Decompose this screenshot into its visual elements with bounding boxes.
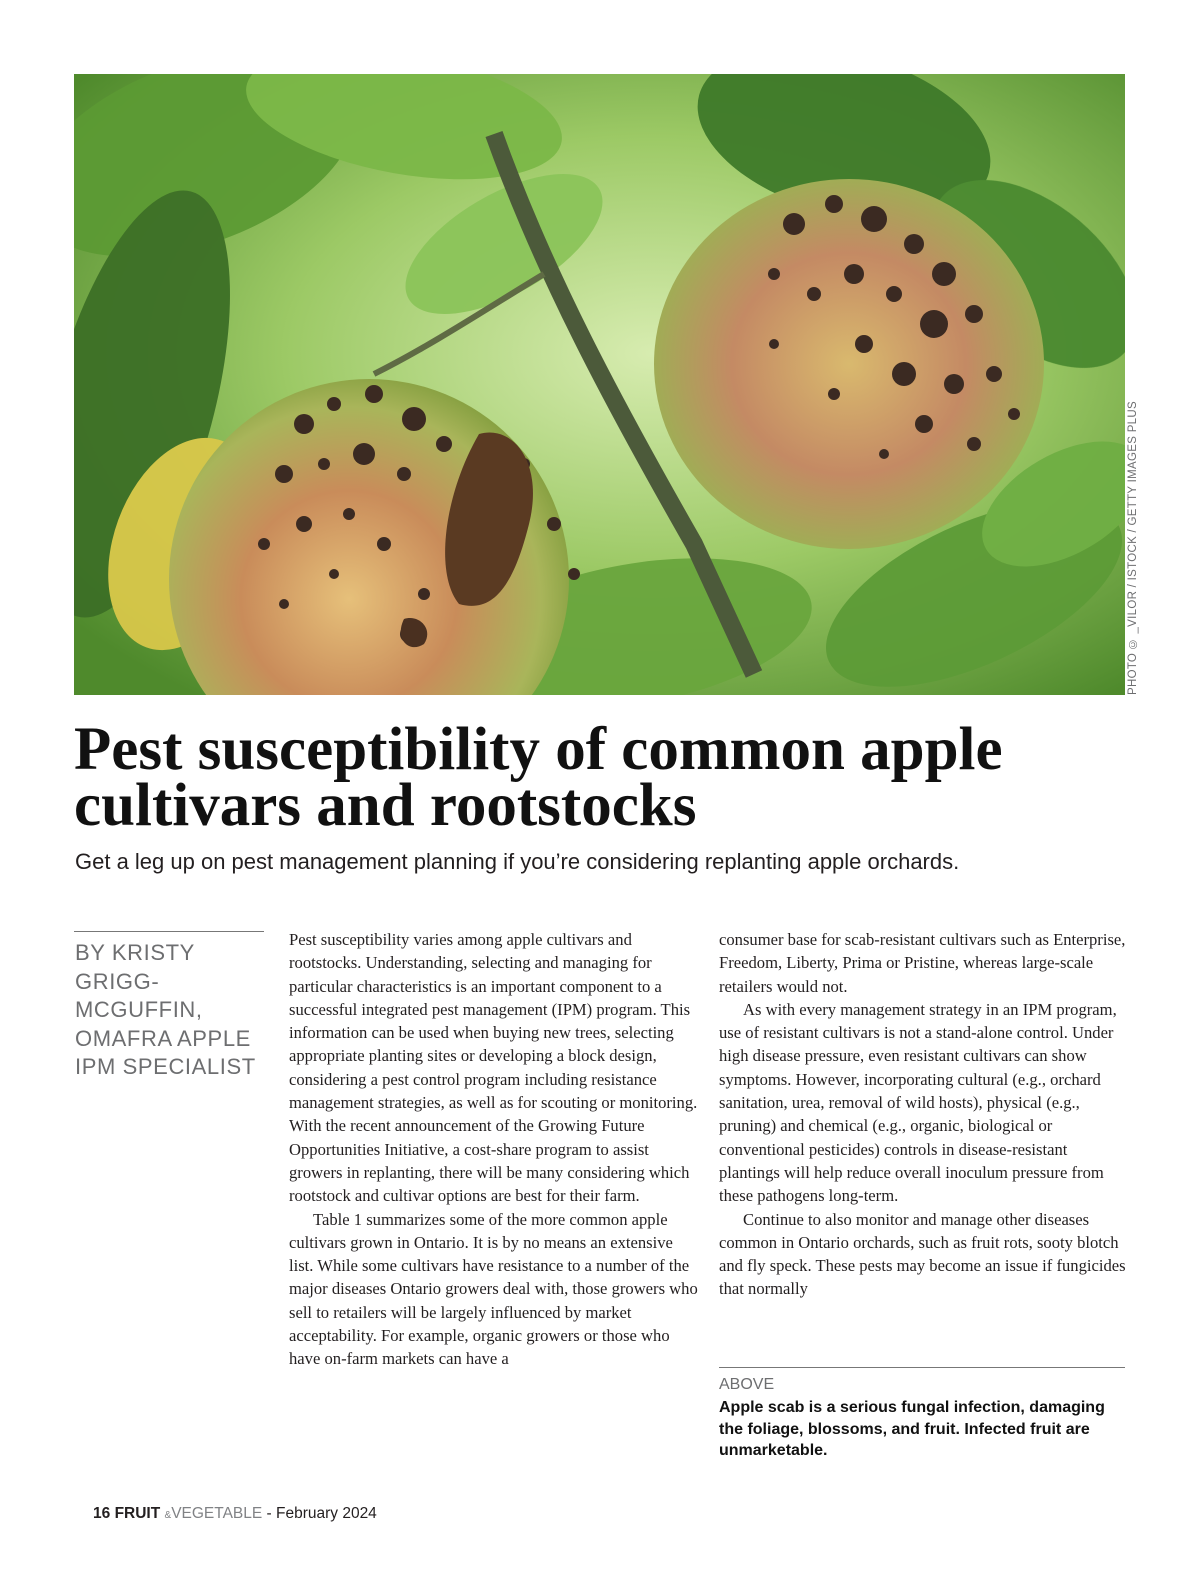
page-footer bbox=[93, 1505, 377, 1523]
byline-divider bbox=[74, 931, 264, 932]
apple-scab-photo-icon bbox=[74, 74, 1125, 695]
body-paragraph: consumer base for scab-resistant cultivars such as Enterprise, Freedom, Liberty, Prima or Pristine, whereas large-scale retailers would not. bbox=[719, 930, 1126, 996]
body-paragraph: Pest susceptibility varies among apple cultivars and rootstocks. Understanding, selecting and managing for particular characteristics is an important component to a successful integrated pest management (IPM) program. This information can be used when buying new trees, selecting appropriate planting sites or developing a block design, considering a pest control program including resistance management strategies, as well as for scouting or monitoring. With the recent announcement of the Growing Future Opportunities Initiative, a cost-share program to assist growers in replanting, there will be many considering which rootstock and cultivar options are best for their farm. bbox=[289, 930, 698, 1206]
magazine-name-bold: FRUIT bbox=[114, 1505, 161, 1522]
caption-text: Apple scab is a serious fungal infection, damaging the foliage, blossoms, and fruit. Infected fruit are unmarketable. bbox=[719, 1399, 1105, 1459]
magazine-name-amp: & bbox=[164, 1510, 172, 1521]
issue-date: - February 2024 bbox=[262, 1505, 377, 1522]
byline: BY KRISTY GRIGG-MCGUFFIN, OMAFRA APPLE IPM SPECIALIST bbox=[75, 940, 256, 1079]
caption-divider bbox=[719, 1367, 1125, 1368]
photo-credit: PHOTO © _VILOR / ISTOCK / GETTY IMAGES PLUS bbox=[1127, 401, 1139, 695]
article-deck: Get a leg up on pest management planning if you’re considering replanting apple orchards. bbox=[75, 849, 960, 874]
body-column-1 bbox=[289, 928, 699, 1371]
body-paragraph: Table 1 summarizes some of the more common apple cultivars grown in Ontario. It is by no means an extensive list. While some cultivars have resistance to a number of the major diseases Ontario growers deal with, those growers who sell to retailers will be largely influenced by market acceptability. For example, organic growers or those who have on-farm markets can have a bbox=[289, 1209, 698, 1369]
magazine-name-light: VEGETABLE bbox=[171, 1505, 263, 1522]
page-number: 16 bbox=[93, 1505, 111, 1522]
body-column-2 bbox=[719, 928, 1129, 1301]
caption-label: ABOVE bbox=[719, 1376, 775, 1393]
body-paragraph: As with every management strategy in an IPM program, use of resistant cultivars is not a stand-alone control. Under high disease pressure, even resistant cultivars can show symptoms. However, incorporating cultural (e.g., orchard sanitation, urea, removal of wild hosts), physical (e.g., pruning) and chemical (e.g., organic, biological or conventional pesticides) controls in disease-resistant plantings will help reduce overall inoculum pressure from these pathogens long-term. bbox=[719, 999, 1117, 1206]
article-title: Pest susceptibility of common apple cultivars and rootstocks bbox=[74, 716, 1003, 839]
body-paragraph: Continue to also monitor and manage other diseases common in Ontario orchards, such as fruit rots, sooty blotch and fly speck. These pests may become an issue if fungicides that normally bbox=[719, 1209, 1126, 1299]
hero-photo bbox=[74, 74, 1125, 695]
